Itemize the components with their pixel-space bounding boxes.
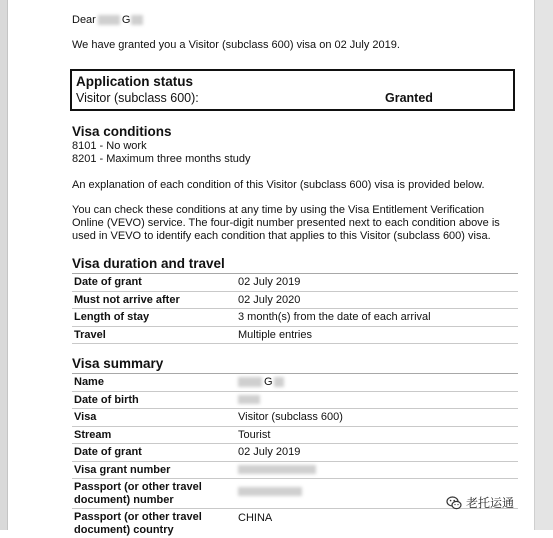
row-label: Length of stay <box>74 311 150 323</box>
row-value: CHINA <box>238 512 273 524</box>
row-value: Multiple entries <box>238 328 312 341</box>
row-label: Must not arrive after <box>74 293 180 306</box>
status-value: Granted <box>385 91 433 105</box>
status-title: Application status <box>76 74 194 89</box>
table-row <box>72 509 518 538</box>
row-value-dob <box>238 392 260 408</box>
row-value-name <box>238 374 284 390</box>
row-label: Date of grant <box>74 276 142 288</box>
letter-header <box>72 14 518 52</box>
redacted-grant-number <box>238 465 316 474</box>
grant-intro: We have granted you a Visitor (subclass 600) visa on 02 July 2019. <box>72 39 400 51</box>
redacted-given-name <box>238 377 262 387</box>
salutation <box>72 14 518 28</box>
watermark-text: 老托运通 <box>466 496 515 510</box>
summary-title: Visa summary <box>72 356 518 374</box>
row-value: 02 July 2019 <box>238 276 301 288</box>
row-value-passport <box>238 483 302 499</box>
visa-duration-section <box>72 256 518 344</box>
visa-conditions-section <box>72 124 518 243</box>
row-label: Date of grant <box>74 446 142 458</box>
row-value: 02 July 2020 <box>238 293 301 306</box>
table-row <box>72 274 518 292</box>
redacted-given-name <box>98 15 120 25</box>
window-right-edge <box>534 0 553 530</box>
table-row <box>72 462 518 480</box>
redacted-passport-number <box>238 487 302 496</box>
row-value: 3 month(s) from the date of each arrival <box>238 311 431 323</box>
conditions-explanation: An explanation of each condition of this Visitor (subclass 600) visa is provided below. <box>72 179 485 191</box>
redacted-surname <box>131 15 143 25</box>
redacted-date-of-birth <box>238 395 260 404</box>
name-surname-initial: G <box>264 376 273 388</box>
row-value: Visitor (subclass 600) <box>238 411 343 423</box>
row-label: Date of birth <box>74 393 139 406</box>
vevo-paragraph: You can check these conditions at any time by using the Visa Entitlement Verification Online (VEVO) service. The four-digit number presented next to each condition above is used in VEVO to identify each condition that applies to this Visitor (subclass 600) visa. <box>72 204 500 242</box>
row-label: Travel <box>74 328 106 341</box>
window-left-edge <box>0 0 8 530</box>
table-row <box>72 292 518 310</box>
row-value: 02 July 2019 <box>238 446 301 458</box>
row-label: Name <box>74 376 104 388</box>
watermark <box>446 494 514 511</box>
table-row <box>72 409 518 427</box>
condition-item: 8101 - No work <box>72 140 147 152</box>
duration-title: Visa duration and travel <box>72 256 518 274</box>
table-row <box>72 427 518 445</box>
status-label: Visitor (subclass 600): <box>76 91 199 105</box>
row-label: Visa <box>74 411 97 423</box>
table-row <box>72 327 518 345</box>
redacted-surname <box>274 377 284 387</box>
table-row <box>72 309 518 327</box>
row-value-grant-number <box>238 462 316 478</box>
application-status-box <box>70 69 515 111</box>
table-row <box>72 392 518 410</box>
row-label: Visa grant number <box>74 463 171 476</box>
conditions-title: Visa conditions <box>72 124 172 139</box>
salutation-surname-initial: G <box>121 14 131 26</box>
row-label: Passport (or other travel document) number <box>74 481 202 506</box>
table-row <box>72 444 518 462</box>
row-value: Tourist <box>238 428 271 441</box>
wechat-icon <box>446 495 462 511</box>
condition-item: 8201 - Maximum three months study <box>72 153 251 165</box>
row-label: Stream <box>74 428 112 441</box>
row-label: Passport (or other travel document) country <box>74 511 202 536</box>
table-row <box>72 374 518 392</box>
status-row <box>76 90 509 106</box>
salutation-word: Dear <box>72 14 96 26</box>
